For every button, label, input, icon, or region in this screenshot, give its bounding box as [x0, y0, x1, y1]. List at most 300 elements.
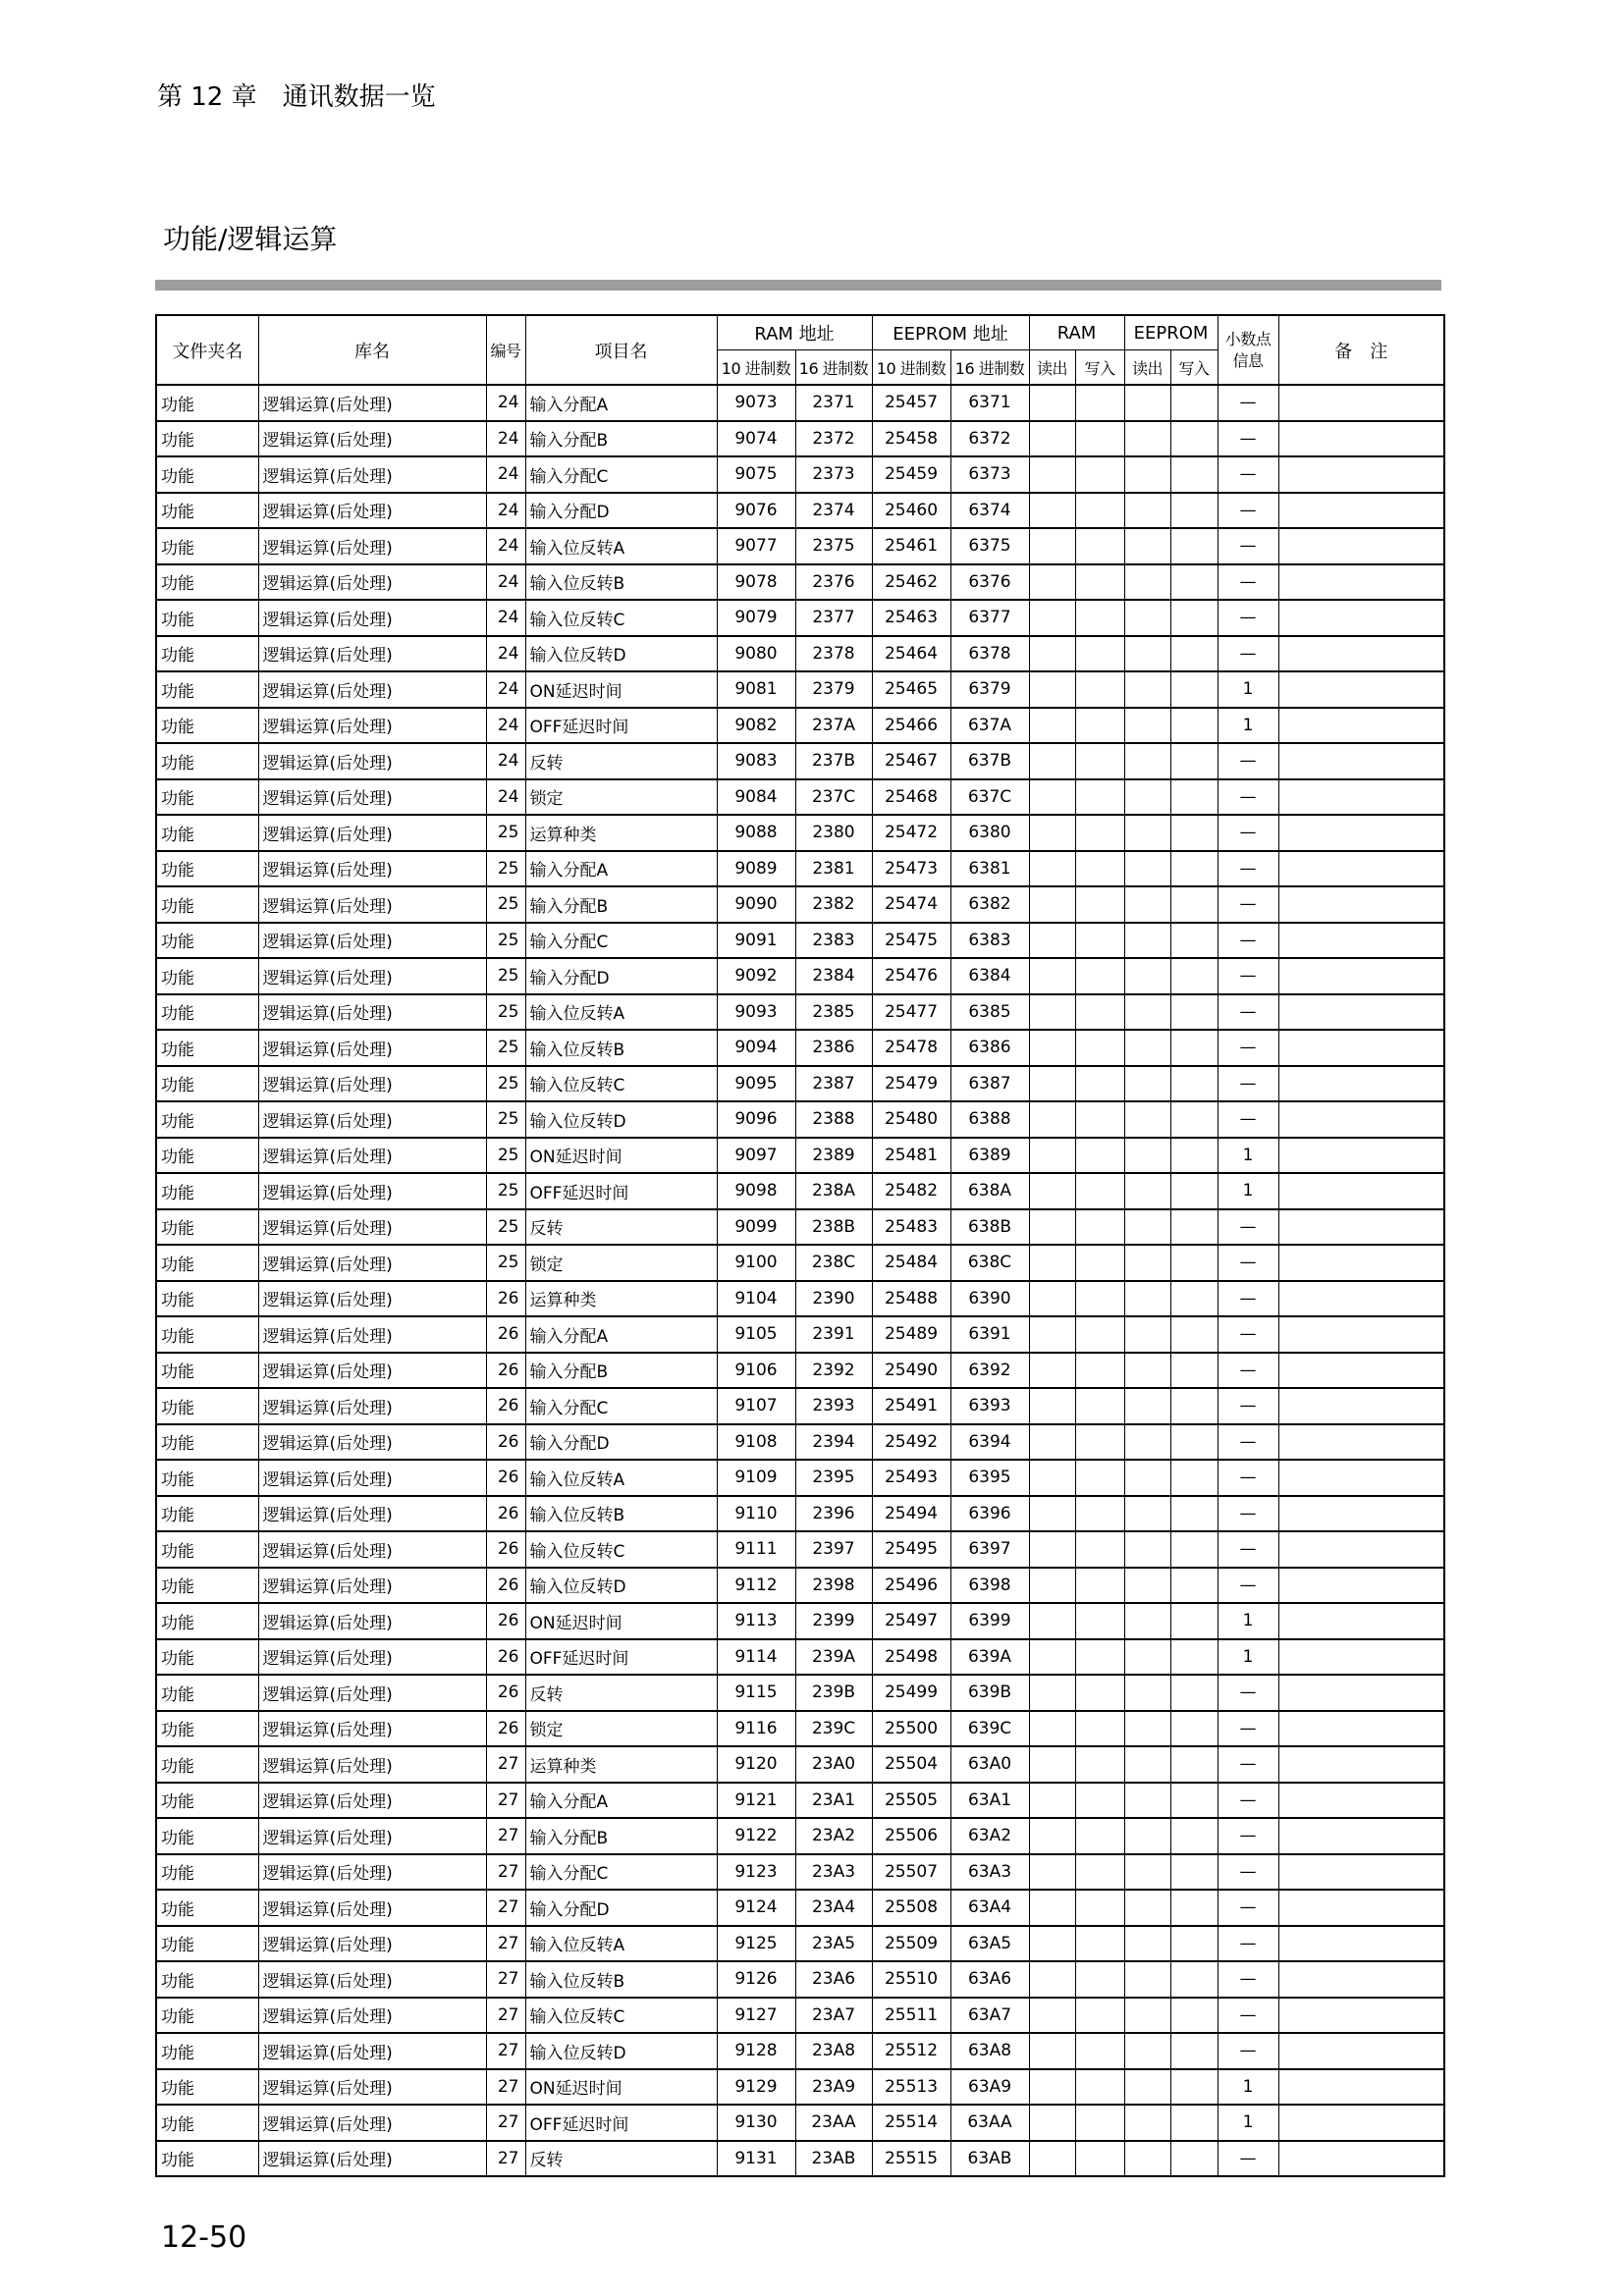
cell-item: 运算种类	[525, 815, 717, 851]
cell-ram-read	[1029, 1138, 1075, 1174]
cell-folder: 功能	[156, 1639, 258, 1676]
cell-ram-write	[1075, 1783, 1124, 1819]
cell-number: 25	[486, 851, 525, 887]
cell-eeprom-read	[1124, 1603, 1170, 1639]
cell-eeprom-hex: 6394	[950, 1424, 1029, 1461]
cell-ram-read	[1029, 528, 1075, 564]
cell-ram-hex: 2383	[795, 923, 872, 959]
cell-item: 输入位反转B	[525, 564, 717, 601]
cell-ram-hex: 2390	[795, 1281, 872, 1317]
cell-ram-hex: 2385	[795, 994, 872, 1031]
cell-eeprom-dec: 25490	[872, 1353, 950, 1389]
cell-ram-write	[1075, 1854, 1124, 1891]
cell-eeprom-read	[1124, 994, 1170, 1031]
cell-library: 逻辑运算(后处理)	[258, 1711, 486, 1747]
cell-item: 反转	[525, 1675, 717, 1711]
cell-ram-hex: 239A	[795, 1639, 872, 1676]
cell-ram-read	[1029, 1890, 1075, 1926]
cell-folder: 功能	[156, 1496, 258, 1532]
cell-eeprom-read	[1124, 958, 1170, 994]
cell-folder: 功能	[156, 1961, 258, 1998]
cell-eeprom-dec: 25495	[872, 1531, 950, 1568]
cell-ram-dec: 9122	[717, 1818, 795, 1854]
cell-number: 25	[486, 958, 525, 994]
header-ram-address: RAM 地址	[717, 315, 872, 350]
cell-ram-write	[1075, 2105, 1124, 2141]
cell-library: 逻辑运算(后处理)	[258, 1030, 486, 1066]
cell-number: 25	[486, 1138, 525, 1174]
cell-item: 输入分配C	[525, 923, 717, 959]
cell-eeprom-write	[1170, 671, 1218, 708]
table-row	[156, 1030, 1444, 1066]
cell-ram-write	[1075, 1316, 1124, 1353]
cell-item: 输入位反转D	[525, 1568, 717, 1604]
cell-ram-hex: 23AA	[795, 2105, 872, 2141]
cell-remarks	[1278, 1639, 1444, 1676]
cell-number: 26	[486, 1675, 525, 1711]
cell-ram-write	[1075, 1173, 1124, 1209]
cell-ram-read	[1029, 564, 1075, 601]
cell-decimal-info: —	[1218, 1245, 1278, 1281]
table-row	[156, 1998, 1444, 2034]
cell-eeprom-write	[1170, 1388, 1218, 1424]
cell-ram-write	[1075, 1460, 1124, 1496]
cell-ram-dec: 9082	[717, 708, 795, 744]
cell-decimal-info: —	[1218, 958, 1278, 994]
cell-eeprom-read	[1124, 2033, 1170, 2069]
cell-library: 逻辑运算(后处理)	[258, 1639, 486, 1676]
section-divider	[155, 280, 1441, 291]
cell-eeprom-read	[1124, 1568, 1170, 1604]
table-header	[156, 315, 1444, 385]
cell-folder: 功能	[156, 886, 258, 923]
header-folder: 文件夹名	[156, 315, 258, 385]
cell-ram-dec: 9121	[717, 1783, 795, 1819]
cell-ram-dec: 9078	[717, 564, 795, 601]
cell-eeprom-write	[1170, 1711, 1218, 1747]
cell-ram-hex: 2387	[795, 1066, 872, 1102]
cell-folder: 功能	[156, 600, 258, 636]
header-ram-write: 写入	[1075, 350, 1124, 386]
cell-folder: 功能	[156, 671, 258, 708]
cell-folder: 功能	[156, 1603, 258, 1639]
cell-ram-hex: 2373	[795, 456, 872, 493]
cell-eeprom-write	[1170, 886, 1218, 923]
cell-remarks	[1278, 421, 1444, 457]
cell-ram-write	[1075, 886, 1124, 923]
cell-ram-dec: 9074	[717, 421, 795, 457]
cell-remarks	[1278, 564, 1444, 601]
cell-ram-read	[1029, 815, 1075, 851]
table-row	[156, 1854, 1444, 1891]
chapter-heading: 第 12 章 通讯数据一览	[157, 82, 436, 112]
cell-ram-dec: 9095	[717, 1066, 795, 1102]
cell-number: 27	[486, 2069, 525, 2106]
cell-library: 逻辑运算(后处理)	[258, 636, 486, 672]
cell-number: 25	[486, 1173, 525, 1209]
cell-ram-dec: 9096	[717, 1101, 795, 1138]
table-row	[156, 671, 1444, 708]
cell-decimal-info: —	[1218, 1281, 1278, 1317]
cell-ram-write	[1075, 1066, 1124, 1102]
table-row	[156, 779, 1444, 816]
cell-ram-hex: 23A9	[795, 2069, 872, 2106]
page-number: 12-50	[161, 2220, 247, 2255]
cell-ram-read	[1029, 994, 1075, 1031]
cell-ram-read	[1029, 1245, 1075, 1281]
cell-library: 逻辑运算(后处理)	[258, 1926, 486, 1962]
cell-eeprom-read	[1124, 2105, 1170, 2141]
cell-number: 24	[486, 493, 525, 529]
cell-remarks	[1278, 958, 1444, 994]
cell-ram-write	[1075, 1030, 1124, 1066]
cell-library: 逻辑运算(后处理)	[258, 600, 486, 636]
cell-folder: 功能	[156, 2141, 258, 2177]
header-ram-hex: 16 进制数	[795, 350, 872, 386]
cell-eeprom-write	[1170, 421, 1218, 457]
cell-number: 24	[486, 564, 525, 601]
table-row	[156, 2105, 1444, 2141]
cell-ram-dec: 9120	[717, 1746, 795, 1783]
cell-item: 输入位反转D	[525, 2033, 717, 2069]
cell-eeprom-hex: 6376	[950, 564, 1029, 601]
cell-ram-hex: 2392	[795, 1353, 872, 1389]
cell-eeprom-hex: 63A8	[950, 2033, 1029, 2069]
cell-remarks	[1278, 1926, 1444, 1962]
cell-ram-hex: 2377	[795, 600, 872, 636]
cell-library: 逻辑运算(后处理)	[258, 421, 486, 457]
cell-folder: 功能	[156, 1245, 258, 1281]
cell-number: 27	[486, 2105, 525, 2141]
cell-eeprom-write	[1170, 385, 1218, 421]
table-row	[156, 1603, 1444, 1639]
cell-eeprom-dec: 25494	[872, 1496, 950, 1532]
header-remarks: 备 注	[1278, 315, 1444, 385]
cell-decimal-info: —	[1218, 564, 1278, 601]
cell-folder: 功能	[156, 1926, 258, 1962]
cell-ram-read	[1029, 2141, 1075, 2177]
cell-eeprom-dec: 25479	[872, 1066, 950, 1102]
cell-number: 27	[486, 1961, 525, 1998]
cell-ram-dec: 9123	[717, 1854, 795, 1891]
cell-eeprom-read	[1124, 421, 1170, 457]
cell-decimal-info: —	[1218, 1818, 1278, 1854]
cell-ram-write	[1075, 2069, 1124, 2106]
cell-library: 逻辑运算(后处理)	[258, 1316, 486, 1353]
cell-ram-read	[1029, 1639, 1075, 1676]
cell-ram-hex: 23AB	[795, 2141, 872, 2177]
cell-ram-dec: 9129	[717, 2069, 795, 2106]
cell-item: OFF延迟时间	[525, 708, 717, 744]
cell-eeprom-dec: 25478	[872, 1030, 950, 1066]
cell-eeprom-hex: 63A7	[950, 1998, 1029, 2034]
cell-ram-dec: 9093	[717, 994, 795, 1031]
cell-decimal-info: —	[1218, 1998, 1278, 2034]
cell-decimal-info: 1	[1218, 2069, 1278, 2106]
cell-decimal-info: —	[1218, 886, 1278, 923]
cell-remarks	[1278, 994, 1444, 1031]
cell-eeprom-hex: 6382	[950, 886, 1029, 923]
header-ram: RAM	[1029, 315, 1124, 350]
cell-ram-dec: 9073	[717, 385, 795, 421]
cell-remarks	[1278, 456, 1444, 493]
cell-eeprom-dec: 25465	[872, 671, 950, 708]
cell-item: 输入分配D	[525, 958, 717, 994]
cell-ram-write	[1075, 564, 1124, 601]
cell-number: 25	[486, 1066, 525, 1102]
header-number: 编号	[486, 315, 525, 385]
cell-eeprom-write	[1170, 1245, 1218, 1281]
cell-eeprom-dec: 25473	[872, 851, 950, 887]
cell-ram-write	[1075, 1424, 1124, 1461]
cell-remarks	[1278, 1316, 1444, 1353]
cell-eeprom-dec: 25500	[872, 1711, 950, 1747]
cell-ram-read	[1029, 1101, 1075, 1138]
cell-library: 逻辑运算(后处理)	[258, 958, 486, 994]
cell-decimal-info: —	[1218, 923, 1278, 959]
cell-eeprom-hex: 63AB	[950, 2141, 1029, 2177]
cell-remarks	[1278, 1460, 1444, 1496]
table-row	[156, 1209, 1444, 1246]
cell-item: 输入分配C	[525, 1854, 717, 1891]
cell-decimal-info: —	[1218, 2141, 1278, 2177]
cell-eeprom-hex: 6383	[950, 923, 1029, 959]
cell-item: 锁定	[525, 1245, 717, 1281]
cell-remarks	[1278, 636, 1444, 672]
cell-ram-hex: 2374	[795, 493, 872, 529]
cell-eeprom-write	[1170, 958, 1218, 994]
cell-ram-dec: 9116	[717, 1711, 795, 1747]
cell-number: 27	[486, 1926, 525, 1962]
cell-eeprom-write	[1170, 2069, 1218, 2106]
cell-library: 逻辑运算(后处理)	[258, 456, 486, 493]
cell-decimal-info: 1	[1218, 708, 1278, 744]
cell-ram-read	[1029, 958, 1075, 994]
table-row	[156, 421, 1444, 457]
cell-ram-read	[1029, 1531, 1075, 1568]
cell-ram-hex: 239C	[795, 1711, 872, 1747]
cell-item: ON延迟时间	[525, 2069, 717, 2106]
cell-ram-dec: 9109	[717, 1460, 795, 1496]
cell-folder: 功能	[156, 528, 258, 564]
cell-eeprom-hex: 6373	[950, 456, 1029, 493]
cell-number: 27	[486, 1890, 525, 1926]
cell-eeprom-hex: 6390	[950, 1281, 1029, 1317]
cell-eeprom-read	[1124, 600, 1170, 636]
cell-eeprom-hex: 63A1	[950, 1783, 1029, 1819]
cell-eeprom-write	[1170, 1209, 1218, 1246]
cell-eeprom-hex: 6393	[950, 1388, 1029, 1424]
table-row	[156, 958, 1444, 994]
cell-eeprom-read	[1124, 1496, 1170, 1532]
cell-ram-dec: 9100	[717, 1245, 795, 1281]
cell-folder: 功能	[156, 1746, 258, 1783]
table-row	[156, 815, 1444, 851]
cell-ram-read	[1029, 385, 1075, 421]
cell-item: 输入位反转A	[525, 528, 717, 564]
cell-remarks	[1278, 1854, 1444, 1891]
cell-remarks	[1278, 600, 1444, 636]
cell-item: 输入位反转B	[525, 1961, 717, 1998]
cell-item: 反转	[525, 2141, 717, 2177]
cell-ram-hex: 2375	[795, 528, 872, 564]
cell-number: 27	[486, 1998, 525, 2034]
cell-ram-dec: 9092	[717, 958, 795, 994]
cell-number: 25	[486, 1030, 525, 1066]
table-row	[156, 1711, 1444, 1747]
cell-ram-hex: 2378	[795, 636, 872, 672]
table-row	[156, 1101, 1444, 1138]
cell-number: 25	[486, 1209, 525, 1246]
table-body	[156, 385, 1444, 2176]
cell-item: 输入分配A	[525, 1783, 717, 1819]
cell-eeprom-write	[1170, 636, 1218, 672]
cell-number: 26	[486, 1496, 525, 1532]
header-ram-dec: 10 进制数	[717, 350, 795, 386]
cell-eeprom-dec: 25458	[872, 421, 950, 457]
cell-item: 输入分配D	[525, 1424, 717, 1461]
cell-remarks	[1278, 815, 1444, 851]
cell-eeprom-hex: 63A2	[950, 1818, 1029, 1854]
cell-remarks	[1278, 1961, 1444, 1998]
cell-ram-dec: 9115	[717, 1675, 795, 1711]
cell-decimal-info: —	[1218, 1854, 1278, 1891]
cell-remarks	[1278, 2105, 1444, 2141]
cell-decimal-info: —	[1218, 815, 1278, 851]
cell-ram-read	[1029, 671, 1075, 708]
cell-library: 逻辑运算(后处理)	[258, 1138, 486, 1174]
cell-number: 25	[486, 923, 525, 959]
cell-eeprom-hex: 6377	[950, 600, 1029, 636]
cell-eeprom-read	[1124, 1066, 1170, 1102]
cell-library: 逻辑运算(后处理)	[258, 671, 486, 708]
cell-item: 锁定	[525, 1711, 717, 1747]
cell-item: 输入位反转D	[525, 1101, 717, 1138]
cell-ram-read	[1029, 851, 1075, 887]
table-row	[156, 1281, 1444, 1317]
table-row	[156, 1890, 1444, 1926]
cell-library: 逻辑运算(后处理)	[258, 1675, 486, 1711]
cell-ram-write	[1075, 1926, 1124, 1962]
cell-ram-dec: 9098	[717, 1173, 795, 1209]
cell-remarks	[1278, 2069, 1444, 2106]
cell-ram-write	[1075, 1961, 1124, 1998]
header-eeprom-read: 读出	[1124, 350, 1170, 386]
cell-decimal-info: 1	[1218, 1138, 1278, 1174]
cell-ram-hex: 2382	[795, 886, 872, 923]
cell-eeprom-write	[1170, 1890, 1218, 1926]
cell-ram-write	[1075, 1675, 1124, 1711]
cell-number: 24	[486, 385, 525, 421]
cell-item: 输入位反转C	[525, 1531, 717, 1568]
table-row	[156, 493, 1444, 529]
cell-item: 输入分配A	[525, 851, 717, 887]
cell-eeprom-write	[1170, 1675, 1218, 1711]
cell-folder: 功能	[156, 1138, 258, 1174]
cell-ram-read	[1029, 743, 1075, 779]
cell-ram-hex: 2393	[795, 1388, 872, 1424]
cell-remarks	[1278, 671, 1444, 708]
cell-number: 27	[486, 2141, 525, 2177]
cell-decimal-info: 1	[1218, 2105, 1278, 2141]
cell-folder: 功能	[156, 708, 258, 744]
cell-ram-hex: 2399	[795, 1603, 872, 1639]
cell-item: 输入分配A	[525, 1316, 717, 1353]
cell-folder: 功能	[156, 1209, 258, 1246]
cell-eeprom-write	[1170, 1173, 1218, 1209]
cell-ram-read	[1029, 1854, 1075, 1891]
cell-library: 逻辑运算(后处理)	[258, 886, 486, 923]
cell-eeprom-write	[1170, 2105, 1218, 2141]
cell-ram-dec: 9113	[717, 1603, 795, 1639]
cell-decimal-info: —	[1218, 1066, 1278, 1102]
cell-number: 26	[486, 1424, 525, 1461]
cell-ram-hex: 23A4	[795, 1890, 872, 1926]
cell-eeprom-write	[1170, 851, 1218, 887]
cell-ram-read	[1029, 886, 1075, 923]
cell-ram-read	[1029, 1746, 1075, 1783]
cell-eeprom-hex: 6375	[950, 528, 1029, 564]
cell-eeprom-hex: 63A6	[950, 1961, 1029, 1998]
cell-eeprom-read	[1124, 1353, 1170, 1389]
cell-eeprom-read	[1124, 1783, 1170, 1819]
cell-remarks	[1278, 1353, 1444, 1389]
cell-eeprom-read	[1124, 671, 1170, 708]
table-row	[156, 1531, 1444, 1568]
cell-eeprom-hex: 6389	[950, 1138, 1029, 1174]
cell-library: 逻辑运算(后处理)	[258, 1245, 486, 1281]
cell-number: 26	[486, 1353, 525, 1389]
cell-folder: 功能	[156, 958, 258, 994]
cell-eeprom-write	[1170, 1639, 1218, 1676]
cell-ram-read	[1029, 2033, 1075, 2069]
cell-remarks	[1278, 886, 1444, 923]
cell-number: 26	[486, 1460, 525, 1496]
cell-library: 逻辑运算(后处理)	[258, 851, 486, 887]
cell-eeprom-hex: 637B	[950, 743, 1029, 779]
cell-ram-write	[1075, 708, 1124, 744]
cell-number: 26	[486, 1316, 525, 1353]
cell-eeprom-hex: 6391	[950, 1316, 1029, 1353]
cell-library: 逻辑运算(后处理)	[258, 1998, 486, 2034]
cell-ram-dec: 9084	[717, 779, 795, 816]
cell-ram-dec: 9104	[717, 1281, 795, 1317]
cell-eeprom-read	[1124, 708, 1170, 744]
header-ram-read: 读出	[1029, 350, 1075, 386]
table-row	[156, 1675, 1444, 1711]
cell-eeprom-hex: 639B	[950, 1675, 1029, 1711]
cell-ram-dec: 9081	[717, 671, 795, 708]
cell-eeprom-read	[1124, 1818, 1170, 1854]
cell-ram-write	[1075, 1711, 1124, 1747]
cell-eeprom-dec: 25468	[872, 779, 950, 816]
cell-item: 反转	[525, 743, 717, 779]
cell-eeprom-dec: 25463	[872, 600, 950, 636]
cell-item: 输入分配B	[525, 1818, 717, 1854]
cell-ram-write	[1075, 851, 1124, 887]
cell-ram-read	[1029, 779, 1075, 816]
cell-decimal-info: —	[1218, 1209, 1278, 1246]
cell-ram-write	[1075, 1746, 1124, 1783]
cell-ram-dec: 9089	[717, 851, 795, 887]
table-row	[156, 743, 1444, 779]
cell-folder: 功能	[156, 564, 258, 601]
cell-library: 逻辑运算(后处理)	[258, 1424, 486, 1461]
cell-folder: 功能	[156, 994, 258, 1031]
cell-eeprom-hex: 6381	[950, 851, 1029, 887]
cell-library: 逻辑运算(后处理)	[258, 1066, 486, 1102]
cell-eeprom-dec: 25476	[872, 958, 950, 994]
